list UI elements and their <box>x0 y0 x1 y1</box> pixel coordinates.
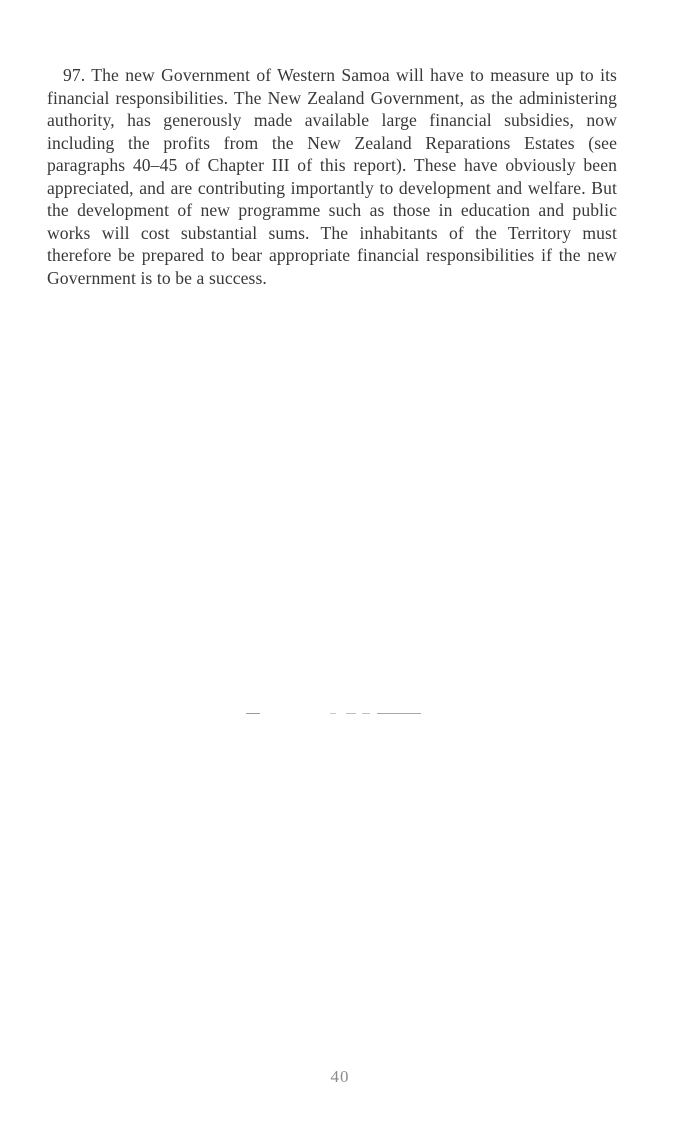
page-number: 40 <box>330 1067 350 1086</box>
section-divider-segment <box>377 713 421 714</box>
section-divider-segment <box>330 713 336 714</box>
section-divider-segment <box>362 713 370 714</box>
paragraph-97: 97. The new Government of Western Samoa will have to measure up to its financial responsibilities. The New Zealand Government, as the administering authority, has generously made available large financial subsidies, now including the profits from the New Zealand Reparations Estates (see paragraphs 40–45 of Chapter III of this report). These have obviously been appreciated, and are contributing importantly to development and welfare. But the development of new programme such as those in education and public works will cost substantial sums. The inhabitants of the Territory must therefore be prepared to bear appropriate financial responsibilities if the new Government is to be a success. <box>47 65 617 288</box>
section-divider-segment <box>246 713 260 714</box>
section-divider-segment <box>346 713 356 714</box>
